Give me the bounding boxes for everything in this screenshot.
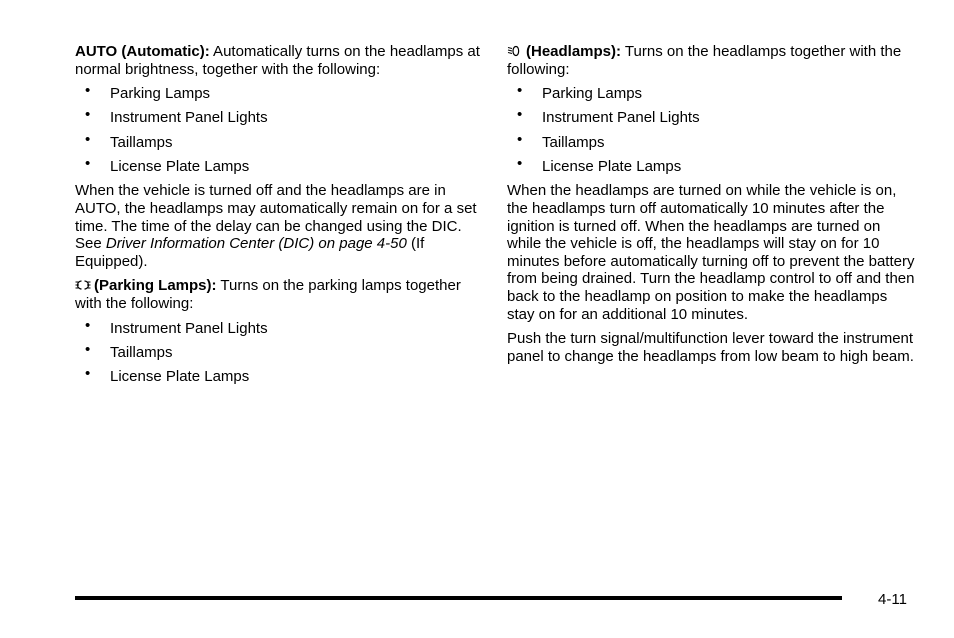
auto-label: AUTO (Automatic): <box>75 43 210 60</box>
headlamps-list <box>507 82 917 175</box>
list-item: • Instrument Panel Lights <box>517 106 700 127</box>
headlamps-icon <box>507 45 523 57</box>
list-item: • License Plate Lamps <box>85 364 250 385</box>
headlamps-paragraph <box>507 43 917 78</box>
headlamps-text: Turns on the headlamps together with the following: <box>507 43 902 78</box>
parking-list <box>75 316 485 386</box>
list-item: • Instrument Panel Lights <box>85 106 268 127</box>
dic-reference-link[interactable]: Driver Information Center (DIC) on page 4-50 <box>105 235 407 253</box>
list-item: • Taillamps <box>85 130 173 151</box>
parking-label: (Parking Lamps): <box>94 277 217 295</box>
right-column <box>507 43 917 372</box>
list-item: • Taillamps <box>85 340 173 361</box>
list-item: • Parking Lamps <box>517 82 643 103</box>
parking-lamps-icon <box>75 279 91 291</box>
parking-text: Turns on the parking lamps together with the following: <box>75 277 461 312</box>
page-number: 4-11 <box>878 591 907 608</box>
parking-paragraph <box>75 277 485 312</box>
list-item: • Parking Lamps <box>85 82 211 103</box>
list-item: • License Plate Lamps <box>85 154 250 175</box>
beam-change-paragraph: Push the turn signal/multifunction lever toward the instrument panel to change the headlamps from low beam to high beam. <box>507 330 914 365</box>
auto-text: Automatically turns on the headlamps at normal brightness, together with the following: <box>75 43 480 78</box>
list-item: • License Plate Lamps <box>517 154 682 175</box>
headlamps-label: (Headlamps): <box>526 43 622 60</box>
list-item: • Instrument Panel Lights <box>85 316 268 337</box>
auto-paragraph <box>75 43 485 78</box>
auto-list <box>75 82 485 175</box>
auto-off-paragraph: When the headlamps are turned on while the vehicle is on, the headlamps turn off automatically 10 minutes after the ignition is turned off. When the headlamps are turned on while the vehicle is off, the headlamps will stay on for 10 minutes before automatically turning off to prevent the battery from being drained. Turn the headlamp control to off and then back to the headlamp on position to make the headlamps stay on for an additional 10 minutes. <box>507 182 915 323</box>
delay-paragraph: When the vehicle is turned off and the headlamps are in AUTO, the headlamps may automatically remain on for a set time. The time of the delay can be changed using the DIC. See Driver Information Center (DIC) on page 4-50 (If Equipped). <box>75 182 477 270</box>
footer-rule <box>75 596 842 600</box>
list-item: • Taillamps <box>517 130 605 151</box>
left-column <box>75 43 485 392</box>
